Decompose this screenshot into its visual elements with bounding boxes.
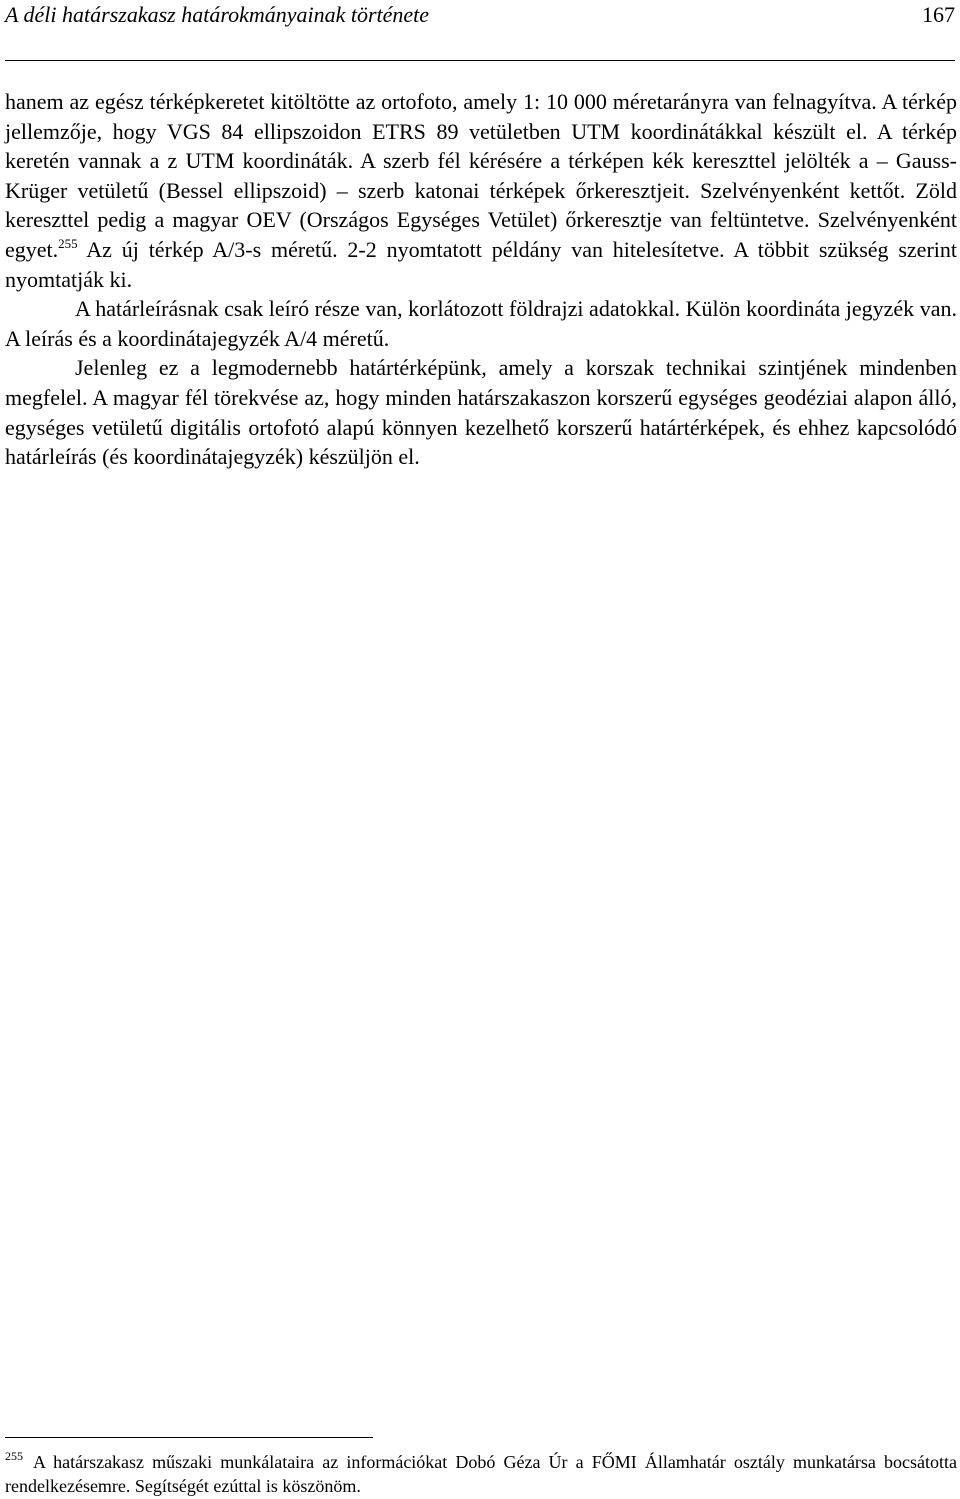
paragraph-1-text-a: hanem az egész térképkeretet kitöltötte az ortofoto, amely 1: 10 000 méretarányra van felnagyítva. A térkép jellemzője, hogy VGS 84 ellipszoidon ETRS 89 vetületben UTM koordinátákkal készült el. A térkép keretén vannak a z UTM koordináták. A szerb fél kérésére a térképen kék kereszttel jelölték a – Gauss-Krüger vetületű (Bessel ellipszoid) – szerb katonai térképek őrkeresztjeit. Szelvényenként kettőt. Zöld kereszttel pedig a magyar OEV (Országos Egységes Vetület) őrkeresztje van feltüntetve. Szelvényenként egyet. [5, 89, 957, 262]
footnote-separator [5, 1437, 373, 1438]
running-header-title: A déli határszakasz határokmányainak története [5, 2, 430, 27]
paragraph-3: Jelenleg ez a legmodernebb határtérképünk, amely a korszak technikai szintjének mindenben megfelel. A magyar fél törekvése az, hogy minden határszakaszon korszerű egységes geodéziai alapon álló, egységes vetületű digitális ortofotó alapú könnyen kezelhető korszerű határtérképek, és ehhez kapcsolódó határleírás (és koordinátajegyzék) készüljön el. [5, 355, 957, 470]
footnote-text: A határszakasz műszaki munkálataira az információkat Dobó Géza Úr a FŐMI Államhatár osztály munkatársa bocsátotta rendelkezésemre. Segítségét ezúttal is köszönöm. [5, 1452, 957, 1496]
paragraph-1-text-b: Az új térkép A/3-s méretű. 2-2 nyomtatott példány van hitelesítetve. A többit szükség szerint nyomtatják ki. [5, 236, 957, 292]
footnote-255 [5, 1450, 957, 1498]
paragraph-1 [5, 87, 957, 294]
header-rule [5, 60, 955, 61]
body-text [5, 87, 957, 472]
footnote-number: 255 [5, 1449, 23, 1463]
page-number: 167 [922, 2, 955, 27]
running-header [5, 0, 955, 36]
footnote-ref-255[interactable]: 255 [58, 235, 78, 251]
paragraph-2: A határleírásnak csak leíró része van, korlátozott földrajzi adatokkal. Külön koordináta jegyzék van. A leírás és a koordinátajegyzék A/4 méretű. [5, 296, 957, 351]
